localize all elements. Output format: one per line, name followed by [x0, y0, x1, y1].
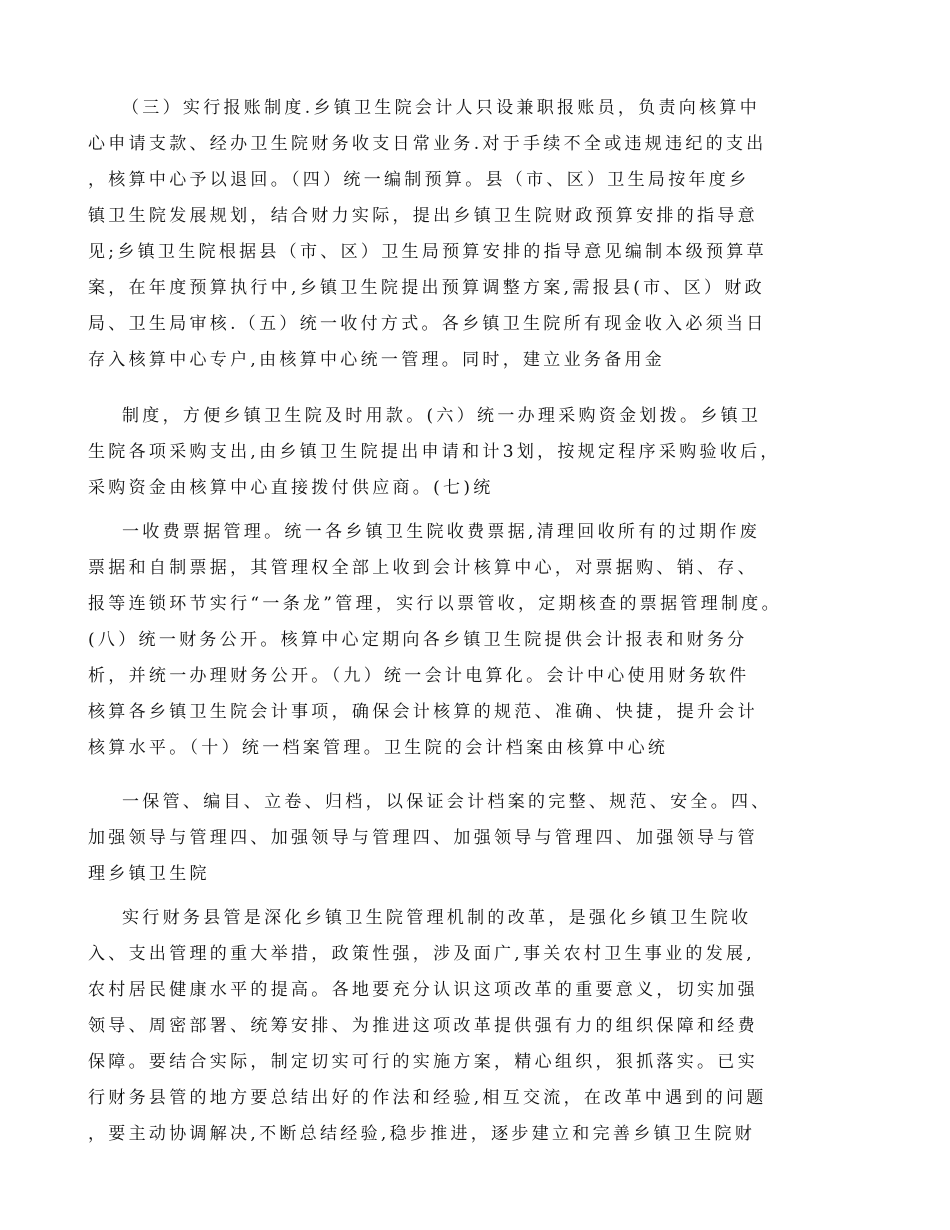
- text-line: 理乡镇卫生院: [88, 864, 210, 884]
- text-line: 心申请支款、经办卫生院财务收支日常业务.对于手续不全或违规违纪的支出: [88, 134, 767, 154]
- text-line: 见;乡镇卫生院根据县（市、区）卫生局预算安排的指导意见编制本级预算草: [88, 242, 767, 262]
- paragraph-receipts-management: [88, 514, 868, 766]
- text-line: 实行财务县管是深化乡镇卫生院管理机制的改革，是强化乡镇卫生院收: [122, 908, 752, 928]
- text-line: 一保管、编目、立卷、归档，以保证会计档案的完整、规范、安全。四、: [122, 792, 772, 812]
- text-line: 行财务县管的地方要总结出好的作法和经验,相互交流，在改革中遇到的问题: [88, 1088, 767, 1108]
- paragraph-procurement: [88, 398, 868, 506]
- text-line: 一收费票据管理。统一各乡镇卫生院收费票据,清理回收所有的过期作废: [122, 522, 761, 542]
- text-line: 票据和自制票据，其管理权全部上收到会计核算中心，对票据购、销、存、: [88, 558, 758, 578]
- text-line: 局、卫生局审核.（五）统一收付方式。各乡镇卫生院所有现金收入必须当日: [88, 314, 767, 334]
- text-line: 核算水平。（十）统一档案管理。卫生院的会计档案由核算中心统: [88, 738, 669, 758]
- text-line: 核算各乡镇卫生院会计事项，确保会计核算的规范、准确、快捷，提升会计: [88, 702, 758, 722]
- text-line: 析，并统一办理财务公开。（九）统一会计电算化。会计中心使用财务软件: [88, 666, 750, 686]
- text-line: 案，在年度预算执行中,乡镇卫生院提出预算调整方案,需报县(市、区）财政: [88, 278, 765, 298]
- text-line: ，要主动协调解决,不断总结经验,稳步推进，逐步建立和完善乡镇卫生院财: [88, 1124, 756, 1144]
- text-line: 保障。要结合实际，制定切实可行的实施方案，精心组织，狠抓落实。已实: [88, 1052, 758, 1072]
- text-line: 制度，方便乡镇卫生院及时用款。(六）统一办理采购资金划拨。乡镇卫: [122, 406, 762, 426]
- text-line: 生院各项采购支出,由乡镇卫生院提出申请和计3划，按规定程序采购验收后，: [88, 442, 781, 462]
- paragraph-archive-leadership: [88, 784, 868, 892]
- paragraph-accounting-system: [88, 90, 868, 378]
- text-line: 报等连锁环节实行“一条龙”管理，实行以票管收，定期核查的票据管理制度。: [88, 594, 782, 614]
- text-line: 农村居民健康水平的提高。各地要充分认识这项改革的重要意义，切实加强: [88, 980, 758, 1000]
- text-line: ，核算中心予以退回。（四）统一编制预算。县（市、区）卫生局按年度乡: [88, 170, 750, 190]
- paragraph-county-management: [88, 900, 868, 1152]
- text-line: 采购资金由核算中心直接拨付供应商。(七)统: [88, 478, 494, 498]
- text-line: 入、支出管理的重大举措，政策性强，涉及面广,事关农村卫生事业的发展,: [88, 944, 756, 964]
- text-line: 存入核算中心专户,由核算中心统一管理。同时，建立业务备用金: [88, 350, 666, 370]
- text-line: 领导、周密部署、统筹安排、为推进这项改革提供强有力的组织保障和经费: [88, 1016, 758, 1036]
- text-line: (八）统一财务公开。核算中心定期向各乡镇卫生院提供会计报表和财务分: [88, 630, 748, 650]
- text-line: （三）实行报账制度.乡镇卫生院会计人只设兼职报账员，负责向核算中: [122, 98, 761, 118]
- text-line: 加强领导与管理四、加强领导与管理四、加强领导与管理四、加强领导与管: [88, 828, 758, 848]
- text-line: 镇卫生院发展规划，结合财力实际，提出乡镇卫生院财政预算安排的指导意: [88, 206, 758, 226]
